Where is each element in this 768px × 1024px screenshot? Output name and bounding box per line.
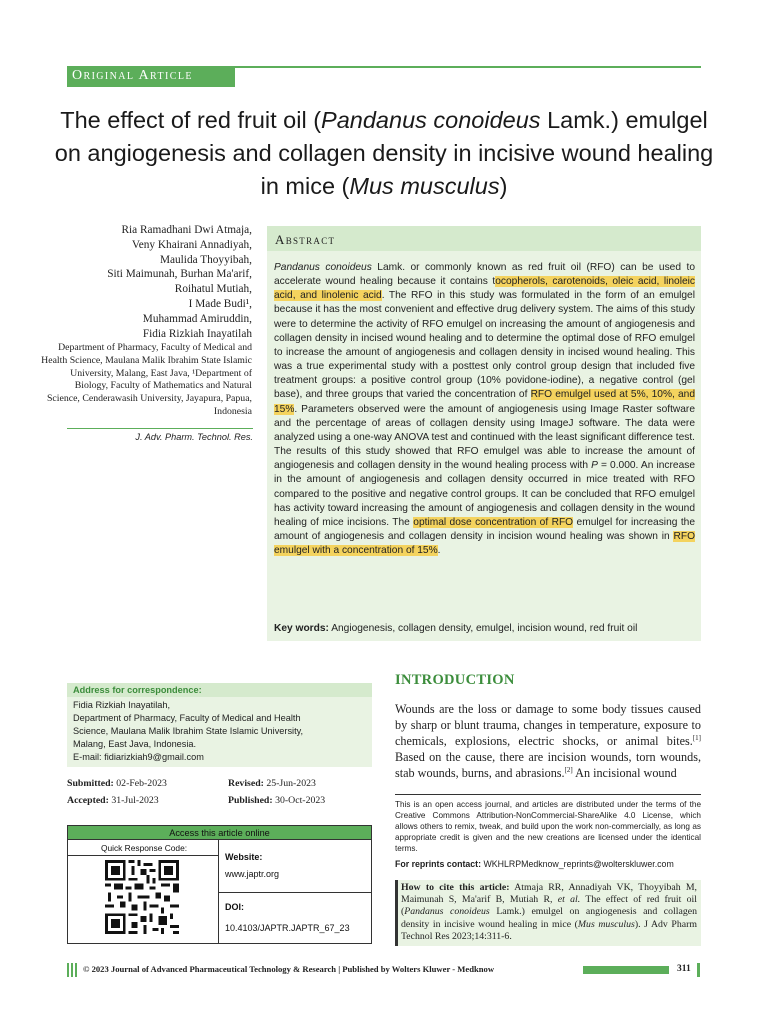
divider bbox=[67, 855, 218, 856]
author-line: Siti Maimunah, Burhan Ma'arif, bbox=[107, 268, 252, 281]
author-line: Muhammad Amiruddin, bbox=[142, 312, 252, 325]
reference-link[interactable]: [1] bbox=[692, 733, 701, 742]
license-note: This is an open access journal, and articles are distributed under the terms of the Creative Commons Attribution-NonCommercial-ShareAlike 4.0 License, which allows others to remix, tweak, and build upon the work non-commercially, as long as appropriate credit is given and the new creations are licensed under the identical terms. bbox=[395, 800, 701, 853]
author-line: Fidia Rizkiah Inayatilah bbox=[142, 327, 252, 340]
citation-text: How to cite this article: Atmaja RR, Annadiyah VK, Thoyyibah M, Maimunah S, Ma'arif B, Mutiah R, et al. The effect of red fruit oil (Pandanus conoideus Lamk.) emulgel on angiogenesis and collagen density in incisive wound healing in mice (Mus musculus). J Adv Pharm Technol Res 2023;14:311-6. bbox=[401, 882, 698, 942]
published-date: Published: 30-Oct-2023 bbox=[228, 795, 326, 806]
divider bbox=[395, 794, 701, 795]
footer-accent-bar bbox=[583, 966, 669, 974]
qr-code-icon[interactable] bbox=[105, 860, 179, 934]
author-line: Roihatul Mutiah, bbox=[174, 283, 252, 296]
footer-bars-icon bbox=[67, 963, 77, 977]
introduction-body: Wounds are the loss or damage to some body tissues caused by sharp or blunt trauma, changes in temperature, exposure to chemicals, explosions, electric shocks, or animal bites.[1] Based on the cause, there are incision wounds, torn wounds, stab wounds, burns, and abrasions.[2] An incisional wound bbox=[395, 702, 701, 780]
abstract-heading: Abstract bbox=[267, 226, 701, 251]
doi-label: DOI: bbox=[225, 902, 244, 912]
correspondence-address: Fidia Rizkiah Inayatilah, Department of Pharmacy, Faculty of Medical and Health Science, Maulana Malik Ibrahim State Islamic University, Malang, East Java, Indonesia. E-mail: fidiarizkiah9@gmail.com bbox=[73, 699, 369, 764]
affiliation-rule bbox=[67, 428, 253, 429]
highlight: RFO emulgel with a concentration of 15% bbox=[274, 530, 695, 557]
revised-date: Revised: 25-Jun-2023 bbox=[228, 778, 316, 789]
author-line: Veny Khairani Annadiyah, bbox=[131, 238, 252, 251]
highlight: RFO emulgel used at 5%, 10%, and 15% bbox=[274, 389, 696, 415]
author-line: Ria Ramadhani Dwi Atmaja, bbox=[121, 224, 252, 236]
access-heading: Access this article online bbox=[67, 825, 372, 840]
page-number: 311 bbox=[677, 964, 691, 974]
header-rule bbox=[235, 66, 701, 68]
author-line: I Made Budi¹, bbox=[188, 297, 252, 310]
correspondence-heading: Address for correspondence: bbox=[67, 683, 372, 697]
submitted-date: Submitted: 02-Feb-2023 bbox=[67, 778, 167, 789]
article-title: The effect of red fruit oil (Pandanus conoideus Lamk.) emulgel on angiogenesis and collagen density in incisive wound healing in mice (Mus musculus) bbox=[54, 107, 714, 199]
qr-label: Quick Response Code: bbox=[100, 843, 188, 853]
highlight: ocopherols, carotenoids, oleic acid, linoleic acid, and linolenic acid bbox=[274, 276, 695, 302]
website-link[interactable]: www.japtr.org bbox=[225, 869, 280, 879]
reprints-email[interactable]: WKHLRPMedknow_reprints@wolterskluwer.com bbox=[481, 859, 674, 869]
accepted-date: Accepted: 31-Jul-2023 bbox=[67, 795, 159, 806]
author-list bbox=[40, 223, 252, 341]
doi-link[interactable]: 10.4103/JAPTR.JAPTR_67_23 bbox=[225, 923, 350, 933]
highlight: optimal dose concentration of RFO bbox=[413, 516, 574, 528]
divider bbox=[219, 892, 372, 893]
author-line: Maulida Thoyyibah, bbox=[159, 253, 252, 266]
abstract-body: Pandanus conoideus Lamk. or commonly known as red fruit oil (RFO) can be used to accelerate wound healing because it contains tocopherols, carotenoids, oleic acid, linoleic acid, and linolenic acid. The RFO in this study was formulated in the form of an emulgel because it has the most convenient and effective drug delivery system. The aims of this study were to determine the activity of RFO emulgel on increasing the amount of angiogenesis and collagen density in incised wound healing and to determine the optimal dose of RFO emulgel to increase the amount of angiogenesis and collagen density in incised wound healing. This was a true experimental study with a posttest only control group design that included five treatment groups: a positive control group (10% povidone-iodine), a negative control (gel base), and three groups that varied the concentration of RFO emulgel used at 5%, 10%, and 15%. Parameters observed were the amount of angiogenesis using Image Raster software and the percentage of areas of collagen density using ImageJ software. The data were analyzed using a one-way ANOVA test and continued with the least significant difference test. The results of this study showed that RFO emulgel was able to increase the amount of angiogenesis and collagen density in the wound healing process with P = 0.000. An increase in the amount of angiogenesis and collagen density occurred in mice treated with RFO compared to the positive and negative control groups. It can be concluded that RFO emulgel has activity toward increasing the amount of angiogenesis and collagen density in the wound healing of mice incisions. The optimal dose concentration of RFO emulgel for increasing the amount of angiogenesis and collagen density in incision wound healing was shown in RFO emulgel with a concentration of 15%. bbox=[274, 262, 696, 557]
reference-link[interactable]: [2] bbox=[564, 765, 573, 774]
correspondence-email[interactable]: E-mail: fidiarizkiah9@gmail.com bbox=[73, 752, 204, 762]
footer-bar-icon bbox=[697, 963, 700, 977]
journal-abbreviation: J. Adv. Pharm. Technol. Res. bbox=[135, 432, 253, 442]
section-label: Original Article bbox=[67, 66, 235, 87]
introduction-heading: INTRODUCTION bbox=[395, 672, 515, 688]
keywords: Key words: Angiogenesis, collagen density, emulgel, incision wound, red fruit oil bbox=[274, 623, 638, 634]
footer-copyright: © 2023 Journal of Advanced Pharmaceutical Technology & Research | Published by Wolters Kluwer - Medknow bbox=[83, 964, 495, 974]
affiliation: Department of Pharmacy, Faculty of Medical and Health Science, Maulana Malik Ibrahim State Islamic University, Malang, East Java, ¹Department of Biology, Faculty of Mathematics and Natural Science, Cenderawasih University, Jayapura, Papua, Indonesia bbox=[41, 342, 252, 417]
website-label: Website: bbox=[225, 852, 263, 862]
reprints-contact: For reprints contact: WKHLRPMedknow_reprints@wolterskluwer.com bbox=[395, 859, 674, 869]
